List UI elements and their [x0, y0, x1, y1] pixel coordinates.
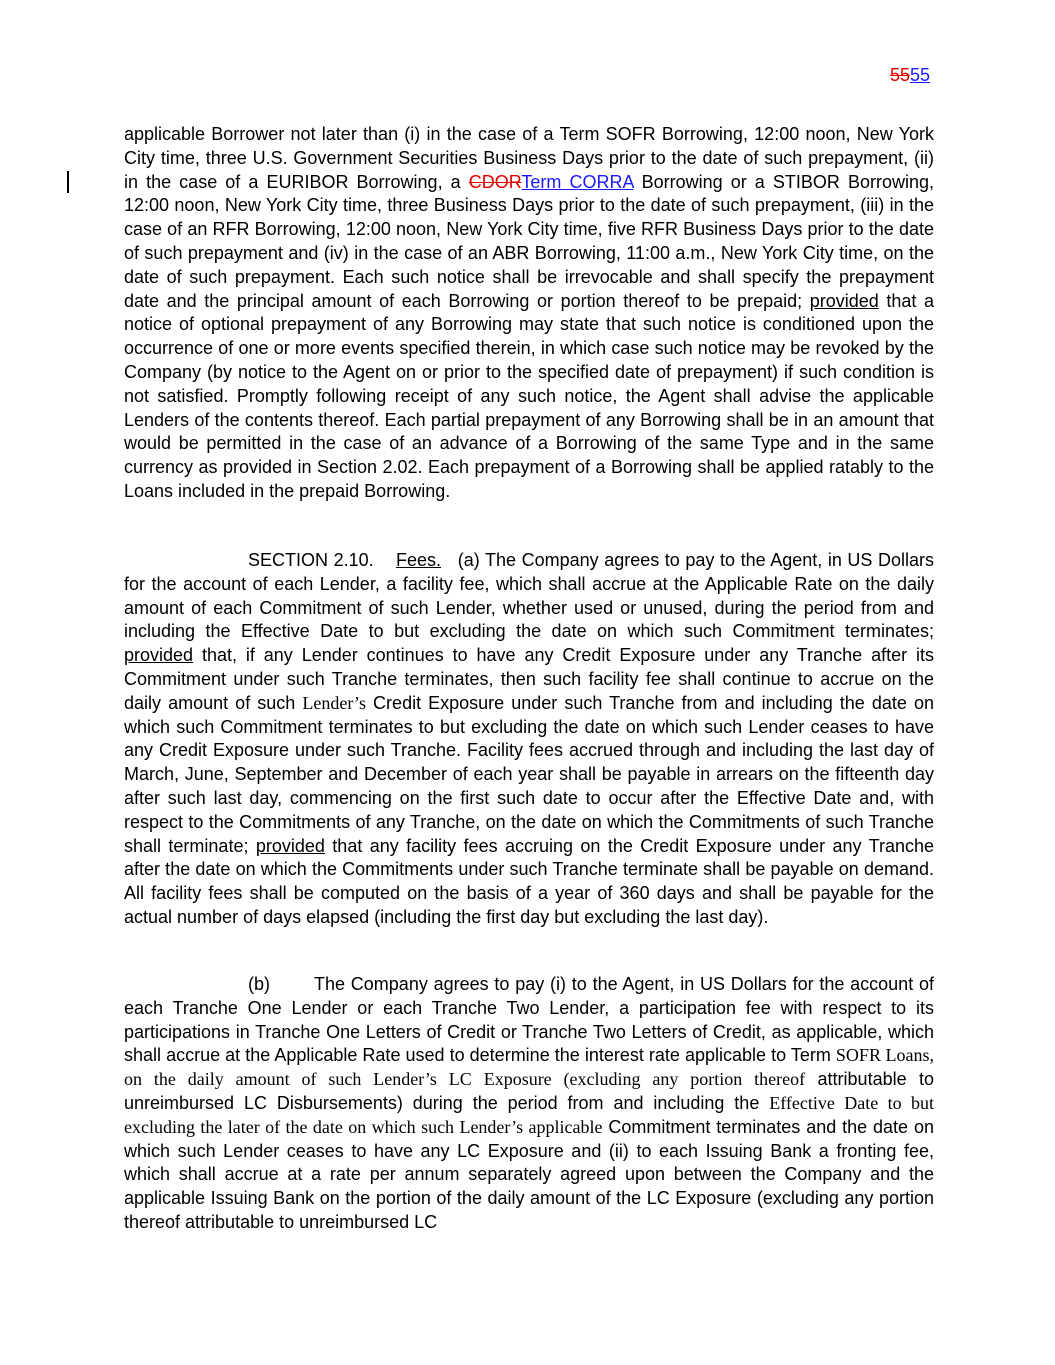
subsection-label: (b) — [248, 974, 270, 994]
prepayment-paragraph — [124, 123, 934, 504]
text-run: Credit Exposure under such Tranche from and including the date on which such Commitment terminates to but excluding the date on which such Lender ceases to have any Credit Exposure under such Tranche. Facility fees accrued through and including the last day of March, June, September and December of each year shall be payable in arrears on the fifteenth day after such last day, commencing on the first such date to occur after the Effective Date and, with respect to the Commitments of any Tranche, on the date on which the Commitments of such Tranche shall terminate; — [124, 692, 934, 856]
text-run: attributable to unreimbursed LC Disbursements) during the period from and including the — [124, 1069, 935, 1113]
text-run: that, if any Lender continues to have any Credit Exposure under any Tranche after its Commitment under such Tranche terminates, then such facility fee shall continue to accrue on the daily amount of such — [124, 645, 934, 713]
section-heading: SECTION 2.10. — [248, 550, 374, 570]
section-2-10-paragraph — [124, 549, 934, 930]
provided-term: provided — [255, 835, 325, 856]
text-run: Effective Date to but excluding the later of the date on which such Lender’s applicable — [124, 1092, 934, 1137]
text-run: Lender’s — [302, 692, 366, 713]
section-title: Fees. — [395, 550, 441, 570]
text-run: Commitment terminates and the date on which such Lender ceases to have any LC Exposure and (ii) to each Issuing Bank a fronting fee, which shall accrue at a rate per annum separately agreed upon between the Company and the applicable Issuing Bank on the portion of the daily amount of the LC Exposure (excluding any portion thereof attributable to unreimbursed LC — [124, 1116, 934, 1232]
text-run: (a) The Company agrees to pay to the Agent, in US Dollars for the account of each Lender, a facility fee, which shall accrue at the Applicable Rate on the daily amount of each Commitment of such Lender, whether used or unused, during the period from and including the Effective Date to but excluding the date on which such Commitment terminates; — [124, 550, 935, 642]
provided-term: provided — [124, 645, 194, 666]
revision-change-bar — [67, 171, 69, 193]
deleted-text: CDOR — [468, 171, 522, 192]
page-number — [890, 64, 930, 86]
text-run: applicable Borrower not later than (i) in the case of a Term SOFR Borrowing, 12:00 noon, New York City time, three U.S. Government Securities Business Days prior to the date of such prepayment, (ii) in the case of a EURIBOR Borrowing, a — [124, 124, 934, 192]
inserted-text: Term CORRA — [521, 171, 634, 192]
text-run: The Company agrees to pay (i) to the Agent, in US Dollars for the account of each Tranche One Lender or each Tranche Two Lender, a participation fee with respect to its participations in Tranche One Letters of Credit or Tranche Two Letters of Credit, as applicable, which shall accrue at the Applicable Rate used to determine the interest rate applicable to Term — [124, 974, 934, 1066]
text-run: that any facility fees accruing on the Credit Exposure under any Tranche after the date on which the Commitments under such Tranche terminate shall be payable on demand. All facility fees shall be computed on the basis of a year of 360 days and shall be payable for the actual number of days elapsed (including the first day but excluding the last day). — [124, 835, 934, 927]
text-run: SOFR Loans, on the daily amount of such Lender’s LC Exposure (excluding any portion thereof — [124, 1045, 934, 1090]
text-run: that a notice of optional prepayment of any Borrowing may state that such notice is conditioned upon the occurrence of one or more events specified therein, in which case such notice may be revoked by the Company (by notice to the Agent on or prior to the specified date of prepayment) if such condition is not satisfied. Promptly following receipt of any such notice, the Agent shall advise the applicable Lenders of the contents thereof. Each partial prepayment of any Borrowing shall be in an amount that would be permitted in the case of an advance of a Borrowing of the same Type and in the same currency as provided in Section 2.02. Each prepayment of a Borrowing shall be applied ratably to the Loans included in the prepaid Borrowing. — [124, 290, 934, 501]
page-number-deleted: 55 — [889, 65, 910, 85]
page-number-inserted: 55 — [909, 65, 930, 85]
provided-term: provided — [809, 290, 879, 311]
text-run: Borrowing or a STIBOR Borrowing, 12:00 noon, New York City time, three Business Days prior to the date of such prepayment, (iii) in the case of an RFR Borrowing, 12:00 noon, New York City time, five RFR Business Days prior to the date of such prepayment and (iv) in the case of an ABR Borrowing, 11:00 a.m., New York City time, on the date of such prepayment. Each such notice shall be irrevocable and shall specify the prepayment date and the principal amount of each Borrowing or portion thereof to be prepaid; — [124, 171, 934, 311]
subsection-b-paragraph — [124, 973, 934, 1235]
